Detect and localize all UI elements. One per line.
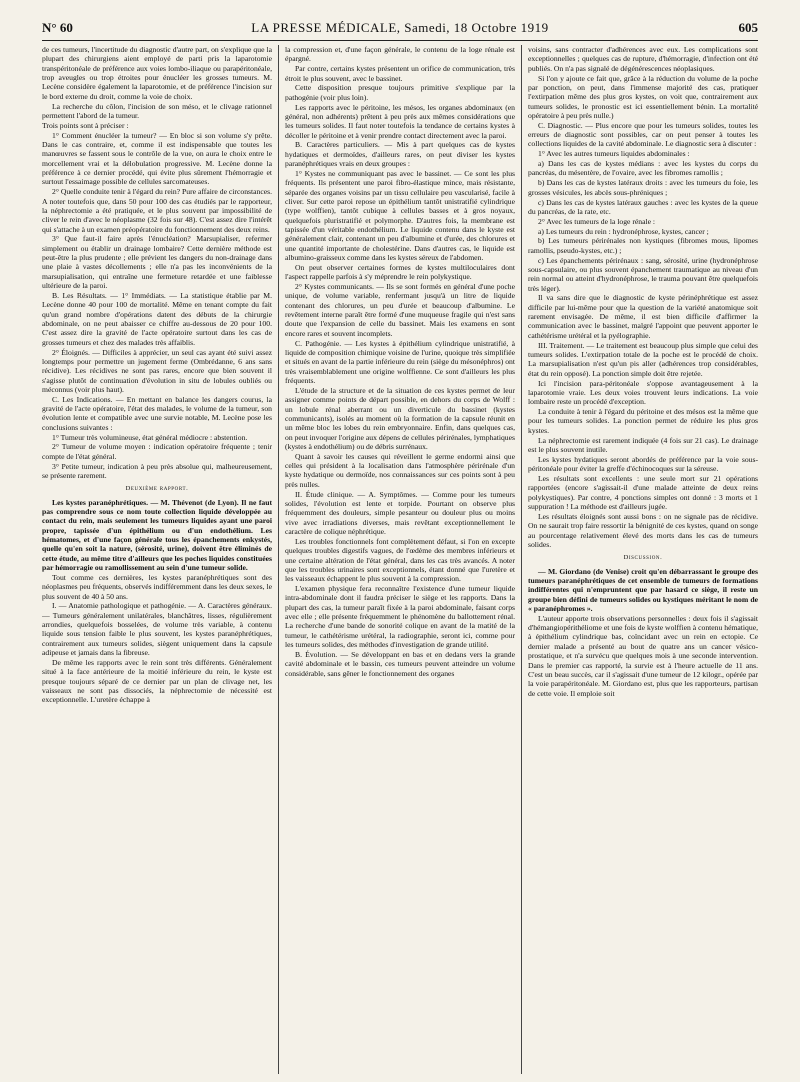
paragraph: 2° Éloignés. — Difficiles à apprécier, un seul cas ayant été suivi assez longtemps pour permettre un jugement ferme (Ombrédanne, 6 ans sans récidive). Les récidives ne sont pas rares, encore que bien souvent il s'agisse plutôt de continuation d'évolution in situ de lobules oubliés ou méconnus (voir plus haut). xyxy=(42,347,272,394)
paragraph: C. Pathogénie. — Les kystes à épithélium cylindrique unistratifié, à liquide de composition chimique voisine de l'urine, quoique très simplifiée et situés en avant de la partie inférieure du rein (siège du mésonéphros) ont très vraisemblablement une origine wolffienne. Ce sont d'ailleurs les plus fréquents. xyxy=(285,338,515,386)
section-heading: Deuxième rapport. xyxy=(125,485,189,493)
paragraph: 1° Kystes ne communiquant pas avec le bassinet. — Ce sont les plus fréquents. Ils présentent une paroi fibro-élastique mince, mais résistante, séparée des organes voisins par un tissu cellulaire peu vascularisé, facile à cliver. Sur cette paroi repose un épithélium tantôt unistratifié cylindrique (type wolffien), tantôt cubique à cellules basses et à gros noyaux, quelquefois pluristratifié et polymorphe. D'autres fois, la membrane est tapissée d'un véritable endothélium. Le liquide contenu dans le kyste est généralement clair, contenant un peu d'albumine et d'urée, des chlorures et une quantité importante de cholestérine. Dans d'autres cas, le liquide est albumino-graisseux comme dans les kystes séreux de l'abdomen. xyxy=(285,168,515,263)
paragraph: la compression et, d'une façon générale, le contenu de la loge rénale est épargné. xyxy=(285,45,515,64)
paragraph: Il va sans dire que le diagnostic de kyste périnéphrétique est assez difficile par lui-même pour que la question de la variété anatomique soit rarement envisagée. De même, il est bien difficile d'affirmer la communication avec le bassinet, malgré l'appoint que peuvent apporter le cathétérisme urétéral et la pyélographie. xyxy=(528,293,758,340)
paragraph: Quant à savoir les causes qui réveillent le germe endormi ainsi que celles qui président à la localisation dans l'atmosphère périrénale d'un kyste hydatique ou dermoïde, nos connaissances sur ces points sont à peu près nulles. xyxy=(285,451,515,489)
column-1 xyxy=(42,45,272,1074)
section-heading: Discussion. xyxy=(623,554,663,562)
paragraph: voisins, sans contracter d'adhérences avec eux. Les complications sont exceptionnelles ; quelques cas de rupture, d'hémorragie, d'infection ont été publiés. On n'a pas signalé de dégénérescences néoplasiques. xyxy=(528,45,758,73)
paragraph: Les kystes hydatiques seront abordés de préférence par la voie sous-péritonéale pour éviter la greffe d'échinocoques sur la séreuse. xyxy=(528,454,758,474)
paragraph: Par contre, certains kystes présentent un orifice de communication, très étroit le plus souvent, avec le bassinet. xyxy=(285,64,515,83)
paragraph: 3° Que faut-il faire après l'énucléation? Marsupialiser, refermer simplement ou établir un drainage lombaire? Cette dernière méthode est peut-être la plus prudente ; elle prévient les dangers du non-drainage dans une plaie à vastes décollements ; elle n'a pas les inconvénients de la marsupialisation, qui entraîne une fermeture retardée et une faiblesse ultérieure de la paroi. xyxy=(42,234,272,291)
issue-number: N° 60 xyxy=(42,20,73,35)
paragraph: Trois points sont à préciser : xyxy=(42,120,129,130)
header-rule xyxy=(42,40,758,41)
paragraph: I. — Anatomie pathologique et pathogénie. — A. Caractères généraux. — Tumeurs généralement unilatérales, blanchâtres, lisses, régulièrement arrondies, quelquefois bosselées, de volume très variable, à contenu liquide sous tension faible le plus souvent, les kystes paranéphrétiques, contrairement aux tumeurs solides, siègent uniquement dans la capsule adipeuse et jamais dans la fibreuse. xyxy=(42,601,272,658)
paragraph: Les résultats éloignés sont aussi bons : on ne signale pas de récidive. On ne saurait trop faire ressortir la bénignité de ces kystes, quand on songe au pourcentage relativement élevé des morts dans les cas de tumeurs solides. xyxy=(528,511,758,549)
journal-title: LA PRESSE MÉDICALE, Samedi, 18 Octobre 1919 xyxy=(251,20,549,35)
paragraph: 2° Quelle conduite tenir à l'égard du rein? Pure affaire de circonstances. A noter toutefois que, dans 50 pour 100 des cas étudiés par le rapporteur, la néphrectomie a été pratiquée, et le plus souvent par impossibilité de cliver le rein d'avec le néoplasme (32 fois sur 48). C'est assez dire l'intérêt qui s'attache à un examen préopératoire du fonctionnement des deux reins. xyxy=(42,187,272,234)
paragraph: Si l'on y ajoute ce fait que, grâce à la réduction du volume de la poche par ponction, on peut, dans l'immense majorité des cas, pratiquer l'extirpation même des plus gros kystes, on voit que, contrairement aux tumeurs solides, le pronostic est ici essentiellement bénin. La mortalité opératoire à peu près nulle.) xyxy=(528,73,758,120)
paragraph: L'auteur apporte trois observations personnelles : deux fois il s'agissait d'hémangiopérithéliome et une fois de kyste wolffien à contenu hématique, à épithélium cylindrique bas, coïncidant avec un rein en ectopie. Ce dernier malade a présenté au bout de quatre ans un cancer vésico-prostatique, et n'a survécu que quelques mois à une seconde intervention. Dans le premier cas rapporté, la survie est à l'heure actuelle de 11 ans. C'est un beau succès, car il s'agissait d'une tumeur de 12 kilogr., opérée par la voie parapéritonéale. M. Giordano est, plus que les rapporteurs, partisan de cette voie. Il emploie soit xyxy=(528,613,758,698)
paragraph: L'examen physique fera reconnaître l'existence d'une tumeur liquide intra-abdominale dont il faudra préciser le siège et les rapports. Dans la plupart des cas, la tumeur paraît fixée à la paroi abdominale, faisant corps avec elle ; elle présente fréquemment le phénomène du ballottement rénal. La recherche d'une bande de sonorité colique en avant de la matité de la tumeur, le cathétérisme urétéral, la radiographie, seront ici, comme pour les tumeurs solides, des méthodes d'investigation de grande utilité. xyxy=(285,584,515,650)
page-header xyxy=(42,20,758,38)
paragraph: Les rapports avec le péritoine, les mésos, les organes abdominaux (en général, non adhérents) prêtent à peu près aux mêmes considérations que les tumeurs solides. Il faut noter toutefois la tendance de certains kystes à décoller le péritoine et à venir prendre contact directement avec la paroi. xyxy=(285,102,515,140)
column-3 xyxy=(528,45,758,1074)
column-divider xyxy=(521,45,522,1074)
paragraph: 1° Comment énucléer la tumeur? — En bloc si son volume s'y prête. Dans le cas contraire, et, comme il est indispensable que toutes les manœuvres se fassent sous le contrôle de la vue, on aura le choix entre le morcellement vrai et la délobulation progressive. M. Lecène donne la préférence à ce dernier procédé, qui évite plus sûrement l'hémorragie et surtout l'essaimage possible de cellules sarcomateuses. xyxy=(42,130,272,187)
paragraph: Les kystes paranéphrétiques. — M. Thévenot (de Lyon). Il ne faut pas comprendre sous ce nom toute collection liquide développée au contact du rein, mais seulement les tumeurs liquides ayant une paroi propre, tapissée d'un épithélium ou d'un endothélium. Les hématomes, et d'une façon générale tous les épanchements enkystés, quelle qu'en soit la nature, (sérosité, urine), doivent être éliminés de cette étude, au même titre d'ailleurs que les poches liquides constituées par hémorragie ou ramollissement au sein d'une tumeur solide. xyxy=(42,497,272,573)
paragraph: c) Les épanchements périrénaux : sang, sérosité, urine (hydronéphrose sous-capsulaire, ou plus souvent épanchement traumatique au niveau d'un rein normal ou atteint d'hydronéphrose, le trauma pouvant être quelquefois très léger). xyxy=(528,255,758,293)
page-number: 605 xyxy=(738,20,758,35)
paragraph: B. Caractères particuliers. — Mis à part quelques cas de kystes hydatiques et dermoïdes, d'ailleurs rares, on peut diviser les kystes paranéphrétiques vrais en deux groupes : xyxy=(285,140,515,169)
paragraph: Les troubles fonctionnels font complètement défaut, si l'on en excepte quelques troubles digestifs vagues, de l'œdème des membres inférieurs et une certaine altération de l'état général, dans les cas très avancés. A noter que les troubles urinaires sont exceptionnels, étant donné que l'uretère et les vaisseaux échappent le plus souvent à la compression. xyxy=(285,536,515,584)
paragraph: Cette disposition presque toujours primitive s'explique par la pathogénie (voir plus loin). xyxy=(285,83,515,102)
paragraph: De même les rapports avec le rein sont très différents. Généralement situé à la face antérieure de la moitié inférieure du rein, le kyste est presque toujours séparé de ce dernier par un plan de clivage net, les vaisseaux ne sont pas dissociés, la néphrectomie de nécessité est exceptionnelle. L'uretère échappe à xyxy=(42,658,272,705)
paragraph: — M. Giordano (de Venise) croit qu'en débarrassant le groupe des tumeurs paranéphrétiques de cet ensemble de tumeurs de formations indifférentes qui n'empruntent que par hasard ce siège, il reste un groupe bien défini de tumeurs solides ou kystiques méritant le nom de « paranéphromes ». xyxy=(528,566,758,613)
column-2 xyxy=(285,45,515,1074)
paragraph: B. Évolution. — Se développant en bas et en dedans vers la grande cavité abdominale et le bassin, ces tumeurs peuvent atteindre un volume considérable, sans gêner le fonctionnement des organes xyxy=(285,650,515,678)
paragraph: a) Les tumeurs du rein : hydronéphrose, kystes, cancer ; xyxy=(538,226,709,236)
paragraph: Les résultats sont excellents : une seule mort sur 21 opérations rapportées (encore s'agissait-il d'une malade atteinte de deux reins polykystiques). Par contre, 4 ponctions simples ont donné : 3 morts et 1 suppuration ! La méthode est d'ailleurs jugée. xyxy=(528,473,758,511)
paragraph: 3° Petite tumeur, indication à peu près absolue qui, malheureusement, se présente rarement. xyxy=(42,461,272,480)
paragraph: La néphrectomie est rarement indiquée (4 fois sur 21 cas). Le drainage est le plus souvent inutile. xyxy=(528,435,758,454)
paragraph: C. Les Indications. — En mettant en balance les dangers courus, la gravité de l'acte opératoire, l'état des malades, le volume de la tumeur, son évolution lente et compatible avec une survie notable, M. Lecène pose les conclusions suivantes : xyxy=(42,394,272,432)
paragraph: B. Les Résultats. — 1° Immédiats. — La statistique établie par M. Lecène donne 40 pour 100 de mortalité. Même en tenant compte du fait qu'un grand nombre d'opérations datent des débuts de la chirurgie abdominale, on ne peut abaisser ce chiffre au-dessous de 20 pour 100. C'est assez dire la gravité de l'acte opératoire surtout dans les cas de grosses tumeurs et chez des malades très affaiblis. xyxy=(42,290,272,347)
paragraph: La conduite à tenir à l'égard du péritoine et des mésos est la même que pour les tumeurs solides. La ponction permet de réduire les plus gros kystes. xyxy=(528,407,758,435)
paragraph: Ici l'incision para-péritonéale s'oppose avantageusement à la laparotomie vraie. Les deux voies trouvent leurs indications. La voie lombaire reste un procédé d'exception. xyxy=(528,378,758,407)
paragraph: b) Dans les cas de kystes latéraux droits : avec les tumeurs du foie, les grosses vésicules, les abcès sous-phréniques ; xyxy=(528,178,758,197)
paragraph: La recherche du côlon, l'incision de son méso, et le clivage rationnel permettent l'abord de la tumeur. xyxy=(42,101,272,120)
paragraph: b) Les tumeurs périrénales non kystiques (fibromes mous, lipomes ramollis, pseudo-kystes, etc.) ; xyxy=(528,236,758,255)
paragraph: L'étude de la structure et de la situation de ces kystes permet de leur assigner comme points de départ possible, en dehors du corps de Wolff : un lobule rénal aberrant ou un diverticule du bassinet (kystes communicants), isolés au moment où la formation de la capsule réunit en un même bloc les lobes du rein embryonnaire. Enfin, dans quelques cas, on peut invoquer l'origine aux dépens de cellules périrénales, lymphatiques (kystes à endothélium) ou de débris surrénaux. xyxy=(285,385,515,451)
paragraph: 2° Tumeur de volume moyen : indication opératoire fréquente ; tenir compte de l'état général. xyxy=(42,442,272,461)
paragraph: 2° Avec les tumeurs de la loge rénale : xyxy=(538,216,656,226)
paragraph: 1° Avec les autres tumeurs liquides abdominales : xyxy=(538,149,690,159)
text-columns xyxy=(42,45,758,1074)
paragraph: II. Étude clinique. — A. Symptômes. — Comme pour les tumeurs solides, l'évolution est lente et torpide. Pourtant on observe plus fréquemment des douleurs, simple pesanteur ou douleur plus ou moins vive avec irradiations diverses, mais revêtant exceptionnellement le caractère de colique néphrétique. xyxy=(285,489,515,537)
paragraph: Tout comme ces dernières, les kystes paranéphrétiques sont des néoplasmes peu fréquents, observés indifféremment dans les deux sexes, le plus souvent de 40 à 50 ans. xyxy=(42,572,272,601)
column-divider xyxy=(278,45,279,1074)
paragraph: 1° Tumeur très volumineuse, état général médiocre : abstention. xyxy=(52,432,248,442)
paragraph: 2° Kystes communicants. — Ils se sont formés en général d'une poche unique, de volume variable, renfermant jusqu'à un litre de liquide contenant des chlorures, un peu d'urée et beaucoup d'albumine. Le revêtement interne paraît être formé d'une muqueuse fragile qui n'est sans doute que l'expansion de celle du bassinet. Mais les examens en sont encore rares et souvent incomplets. xyxy=(285,282,515,338)
paragraph: de ces tumeurs, l'incertitude du diagnostic d'autre part, on s'explique que la plupart des chirurgiens aient employé de parti pris la laparotomie transpéritonéale de préférence aux voies lombo-iliaque ou parapéritonéale, trop aveugles ou trop étroites pour énucléer les grosses tumeurs. M. Lecène considère également la laparotomie, et de préférence l'incision sur le bord externe du droit, comme la voie de choix. xyxy=(42,45,272,101)
paragraph: On peut observer certaines formes de kystes multiloculaires dont l'aspect rappelle parfois à s'y méprendre le rein polykystique. xyxy=(285,262,515,282)
paragraph: c) Dans les cas de kystes latéraux gauches : avec les kystes de la queue du pancréas, de la rate, etc. xyxy=(528,197,758,216)
paragraph: C. Diagnostic. — Plus encore que pour les tumeurs solides, toutes les erreurs de diagnostic sont possibles, car on peut penser à toutes les collections liquides de la cavité abdominale. Le diagnostic sera à discuter : xyxy=(528,120,758,149)
paragraph: III. Traitement. — Le traitement est beaucoup plus simple que celui des tumeurs solides. L'extirpation totale de la poche est le procédé de choix. La marsupialisation n'est qu'un pis aller (adhérences trop considérables, état du rein opposé). La ponction simple doit être rejetée. xyxy=(528,340,758,378)
paragraph: a) Dans les cas de kystes médians : avec les kystes du corps du pancréas, du mésentère, de l'ovaire, avec les fibromes ramollis ; xyxy=(528,159,758,178)
